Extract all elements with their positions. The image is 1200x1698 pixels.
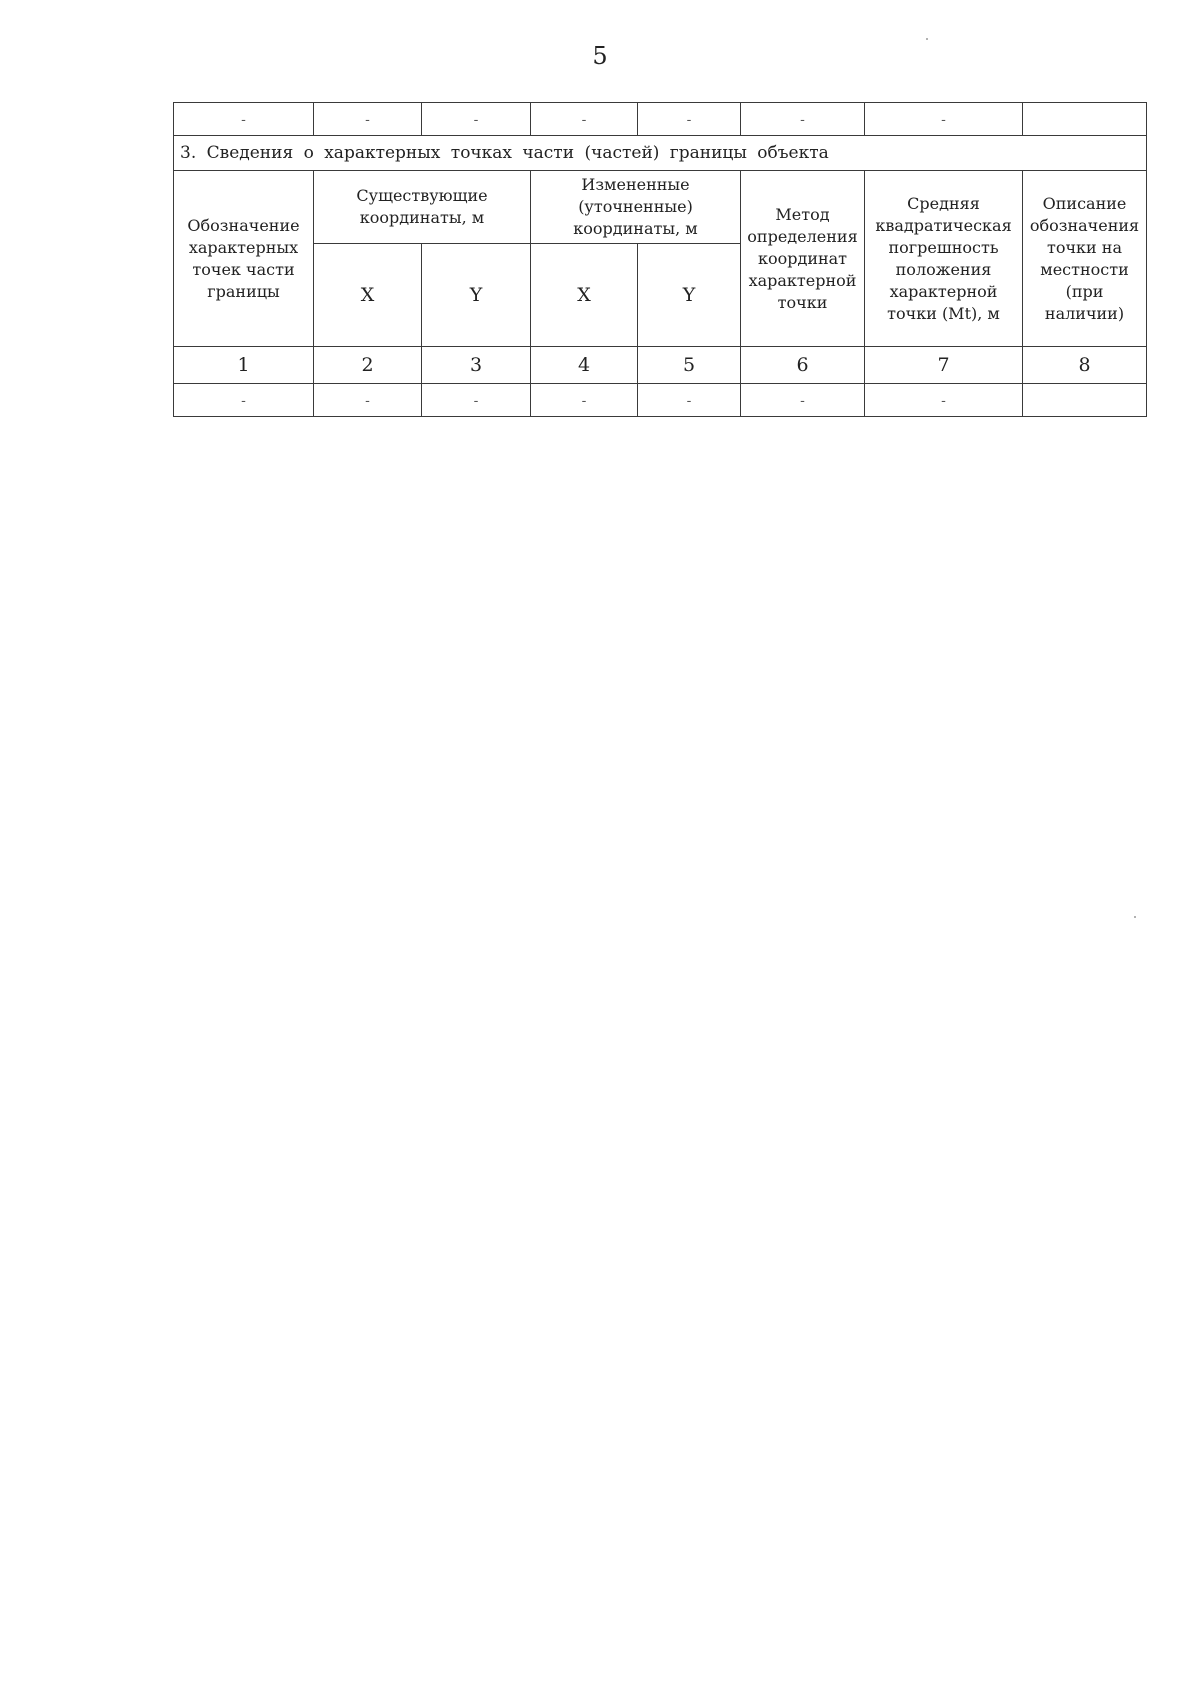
column-number: 2: [314, 347, 422, 384]
cell-value: -: [800, 111, 805, 128]
cell-value: -: [473, 111, 479, 128]
column-number: 5: [638, 347, 741, 384]
cell-value: -: [241, 392, 246, 409]
cell-value: -: [581, 111, 587, 128]
table-cell: [174, 103, 314, 136]
header-y-existing: Y: [422, 244, 531, 347]
cell-value: -: [581, 392, 587, 409]
column-number: 8: [1023, 347, 1147, 384]
cell-value: -: [800, 392, 805, 409]
cell-value: -: [365, 111, 370, 128]
table-cell: [1023, 103, 1147, 136]
column-number: 4: [531, 347, 638, 384]
table-cell: [314, 103, 422, 136]
header-row: [174, 171, 1147, 244]
cell-value: -: [941, 111, 946, 128]
table-cell: [422, 103, 531, 136]
scan-speck: [1134, 916, 1136, 918]
cell-value: -: [686, 392, 692, 409]
table-cell: [741, 384, 865, 417]
table-row: [174, 384, 1147, 417]
header-y-changed: Y: [638, 244, 741, 347]
cell-value: -: [941, 392, 946, 409]
header-point-designation: Обозначение характерных точек части границы: [174, 171, 314, 347]
table-cell: [865, 384, 1023, 417]
table-cell: [531, 103, 638, 136]
section-title: 3. Сведения о характерных точках части (частей) границы объекта: [174, 136, 1147, 171]
column-number: 7: [865, 347, 1023, 384]
section-title-row: [174, 136, 1147, 171]
header-x-changed: X: [531, 244, 638, 347]
table-cell: [531, 384, 638, 417]
table-cell: [865, 103, 1023, 136]
table-cell: [741, 103, 865, 136]
header-existing-coordinates: Существующие координаты, м: [314, 171, 531, 244]
table-cell: [422, 384, 531, 417]
column-number: 3: [422, 347, 531, 384]
boundary-points-table: [173, 102, 1147, 417]
scan-speck: [926, 38, 928, 40]
header-x-existing: X: [314, 244, 422, 347]
cell-value: -: [365, 392, 370, 409]
table-row: [174, 103, 1147, 136]
cell-value: -: [473, 392, 479, 409]
header-mean-error: Средняя квадратическая погрешность положения характерной точки (Mt), м: [865, 171, 1023, 347]
column-number: 1: [174, 347, 314, 384]
header-changed-coordinates: Измененные (уточненные) координаты, м: [531, 171, 741, 244]
cell-value: -: [686, 111, 692, 128]
table-cell: [638, 384, 741, 417]
table-cell: [314, 384, 422, 417]
column-numbers-row: [174, 347, 1147, 384]
page-number: 5: [592, 42, 608, 70]
table-cell: [174, 384, 314, 417]
table-cell: [638, 103, 741, 136]
header-method: Метод определения координат характерной точки: [741, 171, 865, 347]
header-description: Описание обозначения точки на местности (при наличии): [1023, 171, 1147, 347]
cell-value: -: [241, 111, 246, 128]
column-number: 6: [741, 347, 865, 384]
table-cell: [1023, 384, 1147, 417]
